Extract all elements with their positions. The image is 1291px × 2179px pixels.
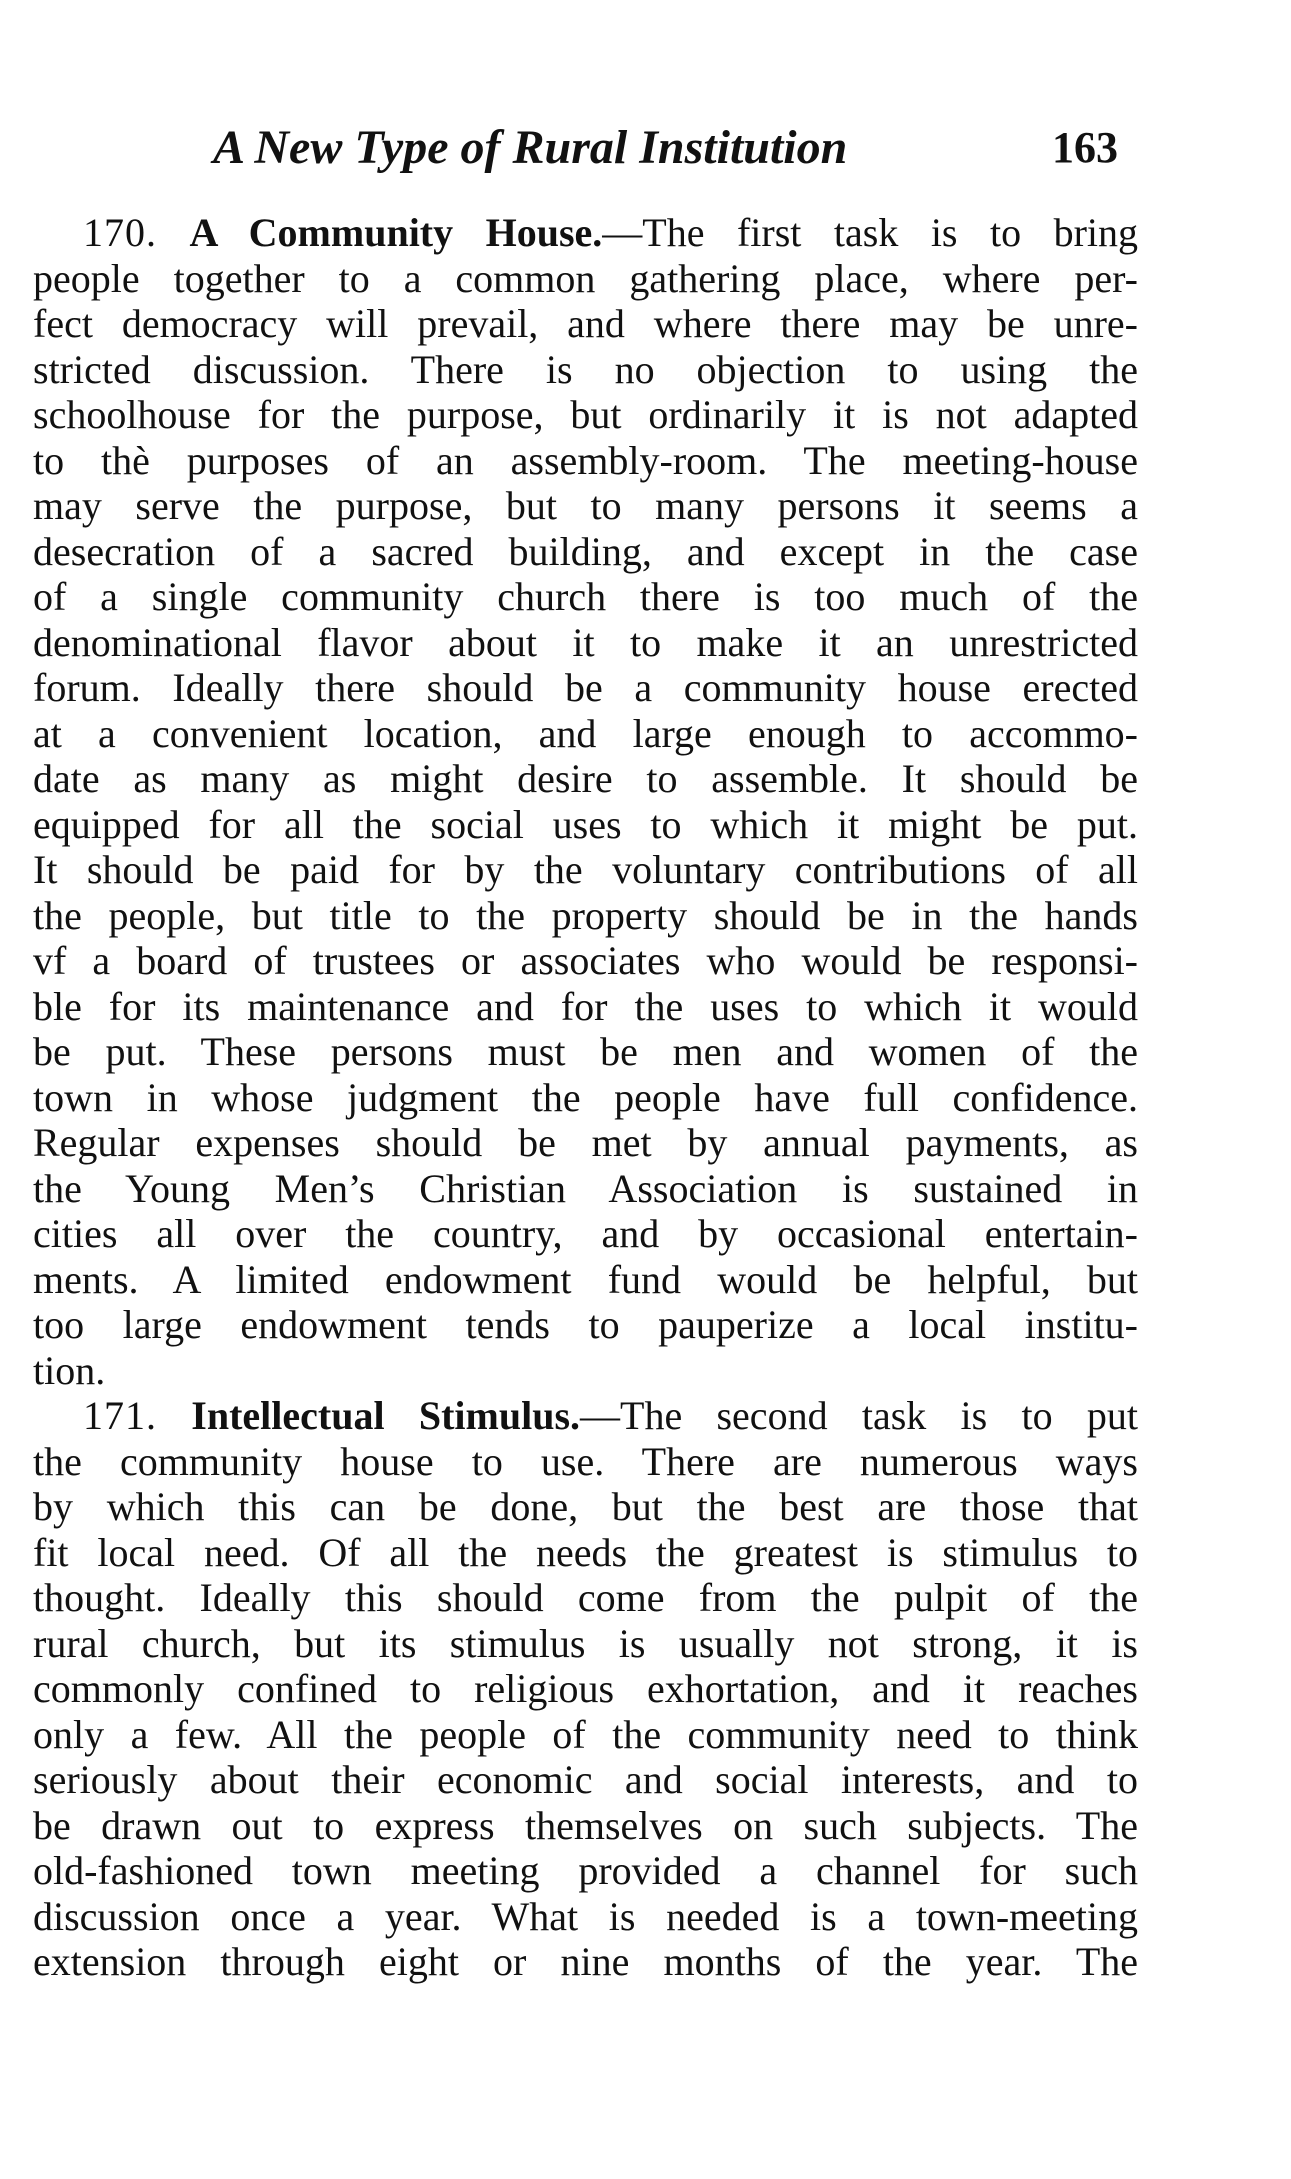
text-line: denominational flavor about it to make it an unrestricted [33,619,1138,665]
text-line: by which this can be done, but the best are those that [33,1484,1138,1529]
text-line: stricted discussion. There is no objection to using the [33,346,1138,392]
text-line: at a convenient location, and large enough to accommo- [33,710,1138,756]
body-text [33,210,1138,1985]
paragraph-intellectual-stimulus [33,1393,1138,1985]
text-line: too large endowment tends to pauperize a local institu- [33,1302,1138,1347]
text-line: to thè purposes of an assembly-room. The meeting-house [33,437,1138,483]
text-line: be put. These persons must be men and women of the [33,1029,1138,1074]
section-number: 170. [83,210,157,255]
text-line: tion. [33,1347,106,1393]
text-line: town in whose judgment the people have full confidence. [33,1074,1138,1120]
section-heading: A Community House. [189,210,603,255]
text-line: the people, but title to the property should be in the hands [33,892,1138,938]
section-number: 171. [83,1393,157,1438]
text-line: discussion once a year. What is needed is a town-meeting [33,1893,1138,1939]
text-line: desecration of a sacred building, and except in the case [33,528,1138,574]
text-line: the community house to use. There are numerous ways [33,1438,1138,1484]
text-line: may serve the purpose, but to many persons it seems a [33,483,1138,528]
text-line: fect democracy will prevail, and where there may be unre- [33,301,1138,346]
text-line: ble for its maintenance and for the uses to which it would [33,983,1138,1029]
text-line: schoolhouse for the purpose, but ordinarily it is not adapted [33,392,1138,437]
text-line: be drawn out to express themselves on such subjects. The [33,1802,1138,1848]
first-line-text: —The first task is to bring [602,210,1139,255]
text-line: Regular expenses should be met by annual payments, as [33,1120,1138,1165]
first-line-text: —The second task is to put [580,1393,1138,1438]
text-line: old-fashioned town meeting provided a channel for such [33,1848,1138,1893]
text-line: It should be paid for by the voluntary contributions of all [33,847,1138,892]
paragraph-community-house [33,210,1138,1393]
text-line: only a few. All the people of the community need to think [33,1711,1138,1757]
text-line: seriously about their economic and social interests, and to [33,1757,1138,1802]
paragraph-first-line [33,1393,1138,1439]
text-line: cities all over the country, and by occasional entertain- [33,1211,1138,1256]
section-heading: Intellectual Stimulus. [191,1393,581,1438]
text-line: vf a board of trustees or associates who would be responsi- [33,938,1138,983]
page-number: 163 [1052,123,1118,172]
text-line: fit local need. Of all the needs the greatest is stimulus to [33,1529,1138,1575]
text-line: date as many as might desire to assemble. It should be [33,756,1138,801]
text-line: the Young Men’s Christian Association is sustained in [33,1165,1138,1211]
text-line: commonly confined to religious exhortation, and it reaches [33,1666,1138,1711]
text-line: thought. Ideally this should come from the pulpit of the [33,1575,1138,1620]
running-head [0,118,1291,188]
text-line: of a single community church there is too much of the [33,574,1138,619]
text-line: equipped for all the social uses to which it might be put. [33,801,1138,847]
paragraph-first-line [33,210,1138,256]
text-line: rural church, but its stimulus is usually not strong, it is [33,1620,1138,1666]
text-line: extension through eight or nine months of the year. The [33,1939,1138,1984]
running-title: A New Type of Rural Institution [213,121,848,174]
text-line: people together to a common gathering place, where per- [33,255,1138,301]
text-line: ments. A limited endowment fund would be helpful, but [33,1256,1138,1302]
text-line: forum. Ideally there should be a community house erected [33,665,1138,710]
